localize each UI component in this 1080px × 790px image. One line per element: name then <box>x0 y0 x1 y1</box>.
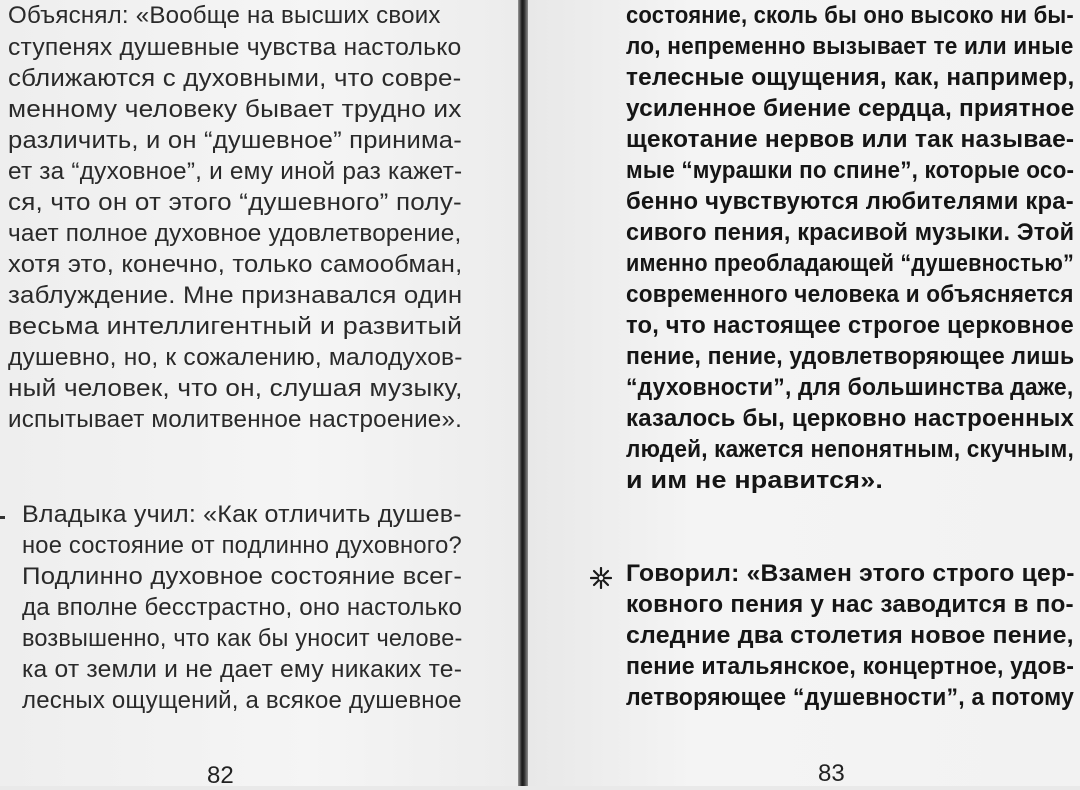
page-edge-mark <box>0 516 5 519</box>
left-line: чает полное духовное удовлетворение, <box>8 220 462 247</box>
right-line: летворяющее “душевности”, а потому <box>626 684 1075 711</box>
left-line: заблуждение. Мне признавался один <box>8 282 463 309</box>
left-line: Подлинно духовное состояние всег- <box>22 563 463 590</box>
right-line: усиленное биение сердца, приятное <box>626 95 1075 122</box>
right-line: и им не нравится». <box>626 467 884 494</box>
left-line: душевно, но, к сожалению, малодухов- <box>8 344 463 371</box>
left-line: Владыка учил: «Как отличить душев- <box>22 501 462 528</box>
left-line: лесных ощущений, а всякое душевное <box>22 687 462 714</box>
left-line: ступенях душевные чувства настолько <box>8 34 462 61</box>
right-line: телесные ощущения, как, например, <box>626 64 1075 91</box>
right-line: следние два столетия новое пение, <box>626 622 1074 649</box>
right-line: мые “мурашки по спине”, которые осо- <box>626 157 1075 184</box>
right-line: людей, кажется непонятным, скучным, <box>626 436 1074 463</box>
right-line: пение, пение, удовлетворяющее лишь <box>626 343 1075 370</box>
right-line: ло, непременно вызывает те или иные <box>626 33 1074 60</box>
left-line: весьма интеллигентный и развитый <box>8 313 463 340</box>
right-line: пение итальянское, концертное, удов- <box>626 653 1075 680</box>
left-line: возвышенно, что как бы уносит челове- <box>22 625 463 652</box>
right-line: сивого пения, красивой музыки. Этой <box>626 219 1075 246</box>
page-number-right: 83 <box>818 760 845 787</box>
right-line: современного человека и объясняется <box>626 281 1074 308</box>
left-line: да вполне бесстрастно, оно настолько <box>22 594 463 621</box>
left-line: сближаются с духовными, что совре- <box>8 65 462 92</box>
asterisk-flower-icon <box>590 567 612 589</box>
right-line: “духовности”, для большинства даже, <box>626 374 1074 401</box>
left-line: ное состояние от подлинно духовного? <box>22 532 462 559</box>
left-line: менному человеку бывает трудно их <box>8 96 462 123</box>
page-number-left: 82 <box>207 762 234 789</box>
right-line: бенно чувствуются любителями кра- <box>626 188 1074 215</box>
right-line: Говорил: «Взамен этого строго цер- <box>626 560 1075 587</box>
right-line: то, что настоящее строгое церковное <box>626 312 1074 339</box>
left-line: различить, и он “душевное” принима- <box>8 127 462 154</box>
left-page <box>0 0 518 789</box>
left-line: ка от земли и не дает ему никаких те- <box>22 656 463 683</box>
right-line: ковного пения у нас заводится в по- <box>626 591 1074 618</box>
book-gutter <box>518 0 528 786</box>
left-line: испытывает молитвенное настроение». <box>8 406 463 433</box>
right-line: состояние, сколь бы оно высоко ни бы- <box>626 2 1074 29</box>
left-line: ный человек, что он, слушая музыку, <box>8 375 463 402</box>
left-line: Объяснял: «Вообще на высших своих <box>8 2 441 29</box>
left-line: хотя это, конечно, только самообман, <box>8 251 463 278</box>
right-line: щекотание нервов или так называе- <box>626 126 1075 153</box>
left-line: ся, что он от этого “душевного” полу- <box>8 189 462 216</box>
left-line: ет за “духовное”, и ему иной раз кажет- <box>8 158 463 185</box>
right-line: казалось бы, церковно настроенных <box>626 405 1075 432</box>
right-line: именно преобладающей “душевностью” <box>626 250 1075 277</box>
